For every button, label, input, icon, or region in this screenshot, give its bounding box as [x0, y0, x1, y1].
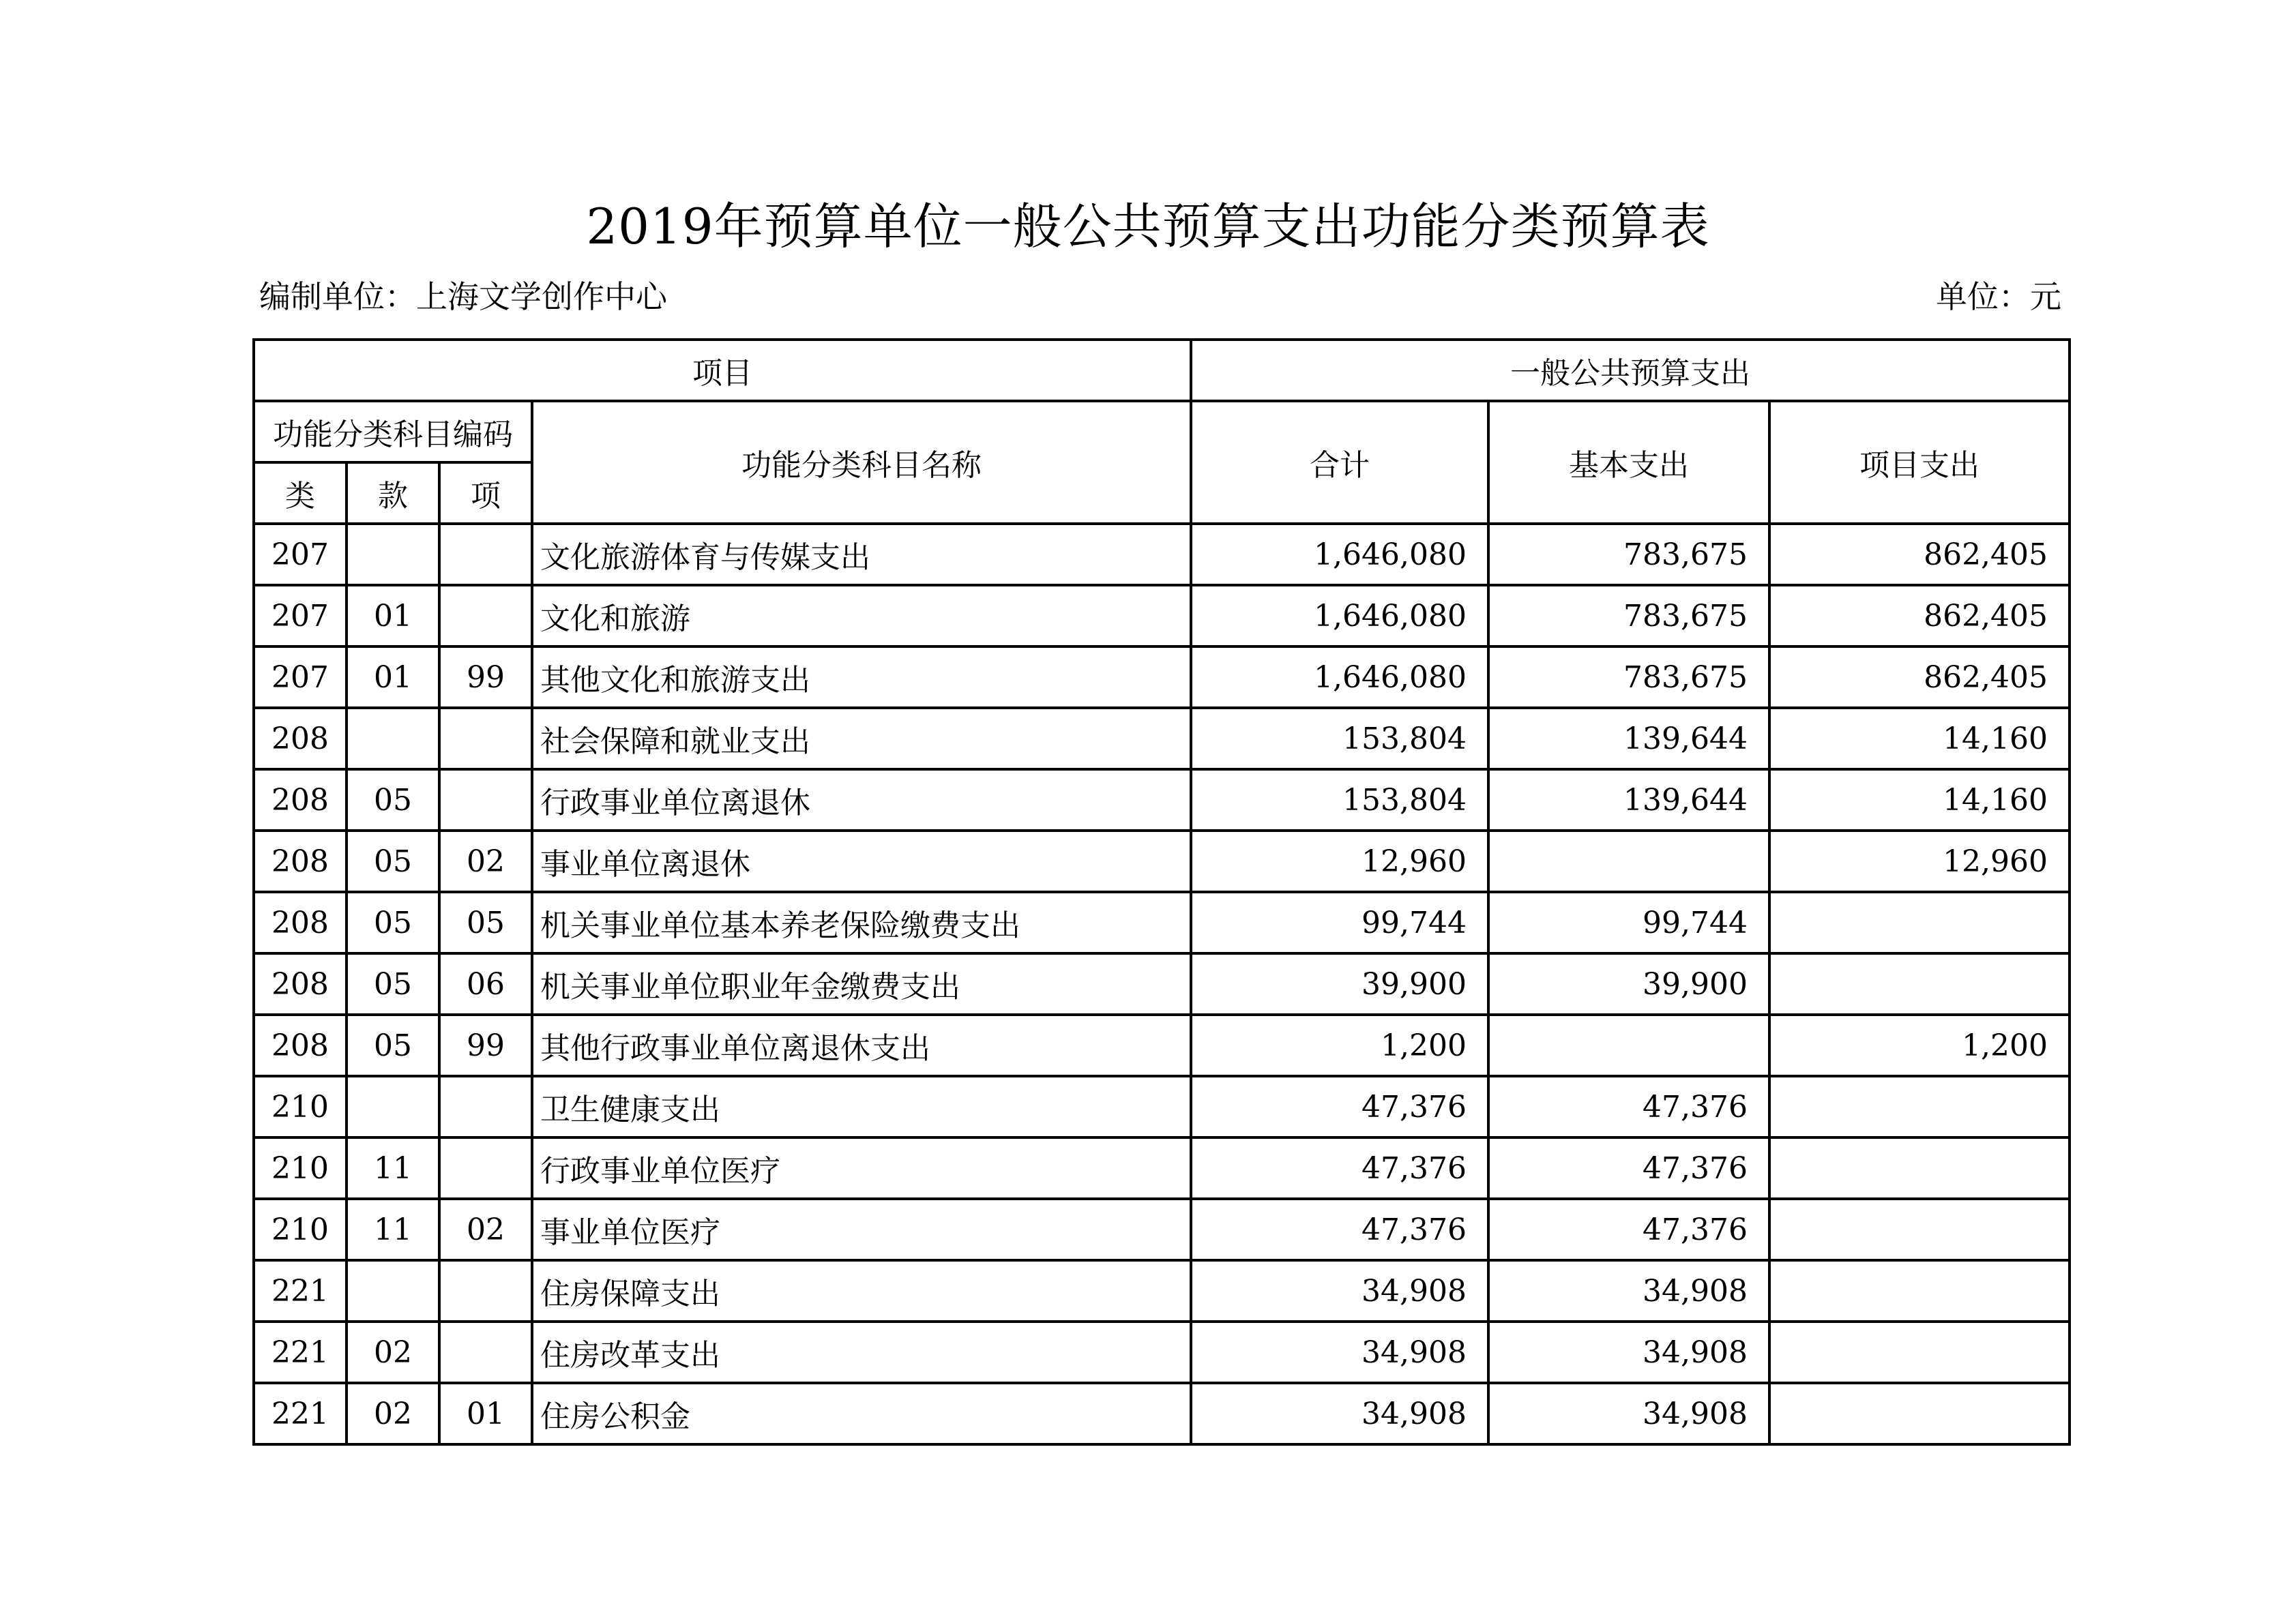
- cell-class-code: 207: [254, 646, 347, 708]
- header-code-group: 功能分类科目编码: [254, 401, 532, 462]
- cell-item-code: [439, 769, 532, 831]
- page-title: 2019年预算单位一般公共预算支出功能分类预算表: [586, 198, 1710, 255]
- table-row: [254, 892, 2070, 953]
- cell-subject-name: 事业单位离退休: [532, 831, 1191, 892]
- cell-project-expenditure: [1769, 1076, 2070, 1137]
- budget-table: [252, 338, 2071, 1446]
- header-general-expenditure: 一般公共预算支出: [1191, 340, 2070, 401]
- cell-item-code: [439, 1322, 532, 1383]
- cell-item-code: 05: [439, 892, 532, 953]
- table-row: [254, 1137, 2070, 1199]
- cell-total: 34,908: [1191, 1322, 1488, 1383]
- cell-item-code: 01: [439, 1383, 532, 1444]
- cell-item-code: 02: [439, 831, 532, 892]
- cell-subject-name: 住房改革支出: [532, 1322, 1191, 1383]
- cell-total: 39,900: [1191, 953, 1488, 1015]
- table-row: [254, 708, 2070, 769]
- cell-class-code: 208: [254, 769, 347, 831]
- cell-subject-name: 社会保障和就业支出: [532, 708, 1191, 769]
- cell-subject-name: 机关事业单位职业年金缴费支出: [532, 953, 1191, 1015]
- cell-project-expenditure: 862,405: [1769, 646, 2070, 708]
- cell-total: 47,376: [1191, 1076, 1488, 1137]
- cell-total: 1,646,080: [1191, 524, 1488, 585]
- cell-class-code: 207: [254, 524, 347, 585]
- cell-basic-expenditure: 34,908: [1488, 1260, 1769, 1322]
- cell-section-code: [347, 708, 439, 769]
- table-row: [254, 953, 2070, 1015]
- header-project-expenditure: 项目支出: [1769, 401, 2070, 524]
- header-section: 款: [347, 462, 439, 524]
- cell-item-code: [439, 585, 532, 646]
- table-row: [254, 1260, 2070, 1322]
- table-row: [254, 1015, 2070, 1076]
- cell-project-expenditure: [1769, 1383, 2070, 1444]
- cell-subject-name: 其他文化和旅游支出: [532, 646, 1191, 708]
- cell-section-code: 05: [347, 1015, 439, 1076]
- cell-section-code: [347, 524, 439, 585]
- cell-basic-expenditure: 139,644: [1488, 708, 1769, 769]
- cell-subject-name: 事业单位医疗: [532, 1199, 1191, 1260]
- header-project: 项目: [254, 340, 1191, 401]
- table-row: [254, 1076, 2070, 1137]
- cell-subject-name: 其他行政事业单位离退休支出: [532, 1015, 1191, 1076]
- cell-project-expenditure: 14,160: [1769, 769, 2070, 831]
- table-row: [254, 1322, 2070, 1383]
- cell-section-code: 05: [347, 769, 439, 831]
- cell-item-code: [439, 1260, 532, 1322]
- cell-basic-expenditure: 783,675: [1488, 524, 1769, 585]
- cell-section-code: 01: [347, 585, 439, 646]
- cell-item-code: 06: [439, 953, 532, 1015]
- cell-item-code: [439, 708, 532, 769]
- cell-basic-expenditure: 47,376: [1488, 1076, 1769, 1137]
- cell-total: 99,744: [1191, 892, 1488, 953]
- cell-item-code: [439, 524, 532, 585]
- header-total: 合计: [1191, 401, 1488, 524]
- header-subject-name: 功能分类科目名称: [532, 401, 1191, 524]
- cell-total: 12,960: [1191, 831, 1488, 892]
- cell-subject-name: 卫生健康支出: [532, 1076, 1191, 1137]
- cell-project-expenditure: 862,405: [1769, 524, 2070, 585]
- cell-total: 47,376: [1191, 1199, 1488, 1260]
- cell-basic-expenditure: [1488, 831, 1769, 892]
- cell-section-code: 02: [347, 1383, 439, 1444]
- cell-total: 1,646,080: [1191, 585, 1488, 646]
- cell-basic-expenditure: 783,675: [1488, 585, 1769, 646]
- cell-class-code: 208: [254, 1015, 347, 1076]
- table-row: [254, 769, 2070, 831]
- cell-item-code: 02: [439, 1199, 532, 1260]
- cell-section-code: 02: [347, 1322, 439, 1383]
- cell-total: 1,646,080: [1191, 646, 1488, 708]
- table-row: [254, 646, 2070, 708]
- cell-section-code: 05: [347, 953, 439, 1015]
- header-basic-expenditure: 基本支出: [1488, 401, 1769, 524]
- cell-project-expenditure: [1769, 1260, 2070, 1322]
- cell-basic-expenditure: 139,644: [1488, 769, 1769, 831]
- cell-total: 153,804: [1191, 708, 1488, 769]
- table-row: [254, 1199, 2070, 1260]
- cell-item-code: 99: [439, 646, 532, 708]
- cell-subject-name: 住房公积金: [532, 1383, 1191, 1444]
- cell-basic-expenditure: 47,376: [1488, 1199, 1769, 1260]
- currency-unit-label: 单位：元: [1936, 278, 2061, 315]
- cell-class-code: 221: [254, 1260, 347, 1322]
- cell-class-code: 208: [254, 831, 347, 892]
- cell-class-code: 207: [254, 585, 347, 646]
- cell-basic-expenditure: 47,376: [1488, 1137, 1769, 1199]
- cell-class-code: 210: [254, 1137, 347, 1199]
- cell-subject-name: 文化和旅游: [532, 585, 1191, 646]
- cell-project-expenditure: 862,405: [1769, 585, 2070, 646]
- header-item: 项: [439, 462, 532, 524]
- cell-basic-expenditure: 783,675: [1488, 646, 1769, 708]
- cell-section-code: [347, 1076, 439, 1137]
- cell-total: 47,376: [1191, 1137, 1488, 1199]
- cell-subject-name: 文化旅游体育与传媒支出: [532, 524, 1191, 585]
- cell-class-code: 210: [254, 1076, 347, 1137]
- header-class: 类: [254, 462, 347, 524]
- cell-class-code: 208: [254, 892, 347, 953]
- cell-project-expenditure: 1,200: [1769, 1015, 2070, 1076]
- cell-section-code: 01: [347, 646, 439, 708]
- table-row: [254, 585, 2070, 646]
- cell-subject-name: 行政事业单位医疗: [532, 1137, 1191, 1199]
- cell-total: 1,200: [1191, 1015, 1488, 1076]
- cell-basic-expenditure: [1488, 1015, 1769, 1076]
- cell-project-expenditure: 12,960: [1769, 831, 2070, 892]
- cell-item-code: [439, 1076, 532, 1137]
- cell-total: 34,908: [1191, 1383, 1488, 1444]
- cell-project-expenditure: [1769, 1322, 2070, 1383]
- cell-class-code: 221: [254, 1383, 347, 1444]
- cell-project-expenditure: 14,160: [1769, 708, 2070, 769]
- cell-basic-expenditure: 39,900: [1488, 953, 1769, 1015]
- cell-basic-expenditure: 34,908: [1488, 1322, 1769, 1383]
- cell-class-code: 221: [254, 1322, 347, 1383]
- cell-item-code: 99: [439, 1015, 532, 1076]
- cell-total: 34,908: [1191, 1260, 1488, 1322]
- table-row: [254, 831, 2070, 892]
- cell-section-code: 11: [347, 1199, 439, 1260]
- cell-section-code: 05: [347, 892, 439, 953]
- cell-basic-expenditure: 34,908: [1488, 1383, 1769, 1444]
- cell-total: 153,804: [1191, 769, 1488, 831]
- cell-project-expenditure: [1769, 1137, 2070, 1199]
- cell-section-code: 11: [347, 1137, 439, 1199]
- cell-project-expenditure: [1769, 892, 2070, 953]
- cell-subject-name: 机关事业单位基本养老保险缴费支出: [532, 892, 1191, 953]
- cell-item-code: [439, 1137, 532, 1199]
- cell-class-code: 208: [254, 953, 347, 1015]
- cell-basic-expenditure: 99,744: [1488, 892, 1769, 953]
- table-row: [254, 524, 2070, 585]
- cell-class-code: 208: [254, 708, 347, 769]
- cell-project-expenditure: [1769, 1199, 2070, 1260]
- cell-section-code: [347, 1260, 439, 1322]
- cell-class-code: 210: [254, 1199, 347, 1260]
- cell-project-expenditure: [1769, 953, 2070, 1015]
- cell-subject-name: 行政事业单位离退休: [532, 769, 1191, 831]
- cell-subject-name: 住房保障支出: [532, 1260, 1191, 1322]
- compiler-label: 编制单位：上海文学创作中心: [259, 278, 667, 315]
- table-row: [254, 1383, 2070, 1444]
- cell-section-code: 05: [347, 831, 439, 892]
